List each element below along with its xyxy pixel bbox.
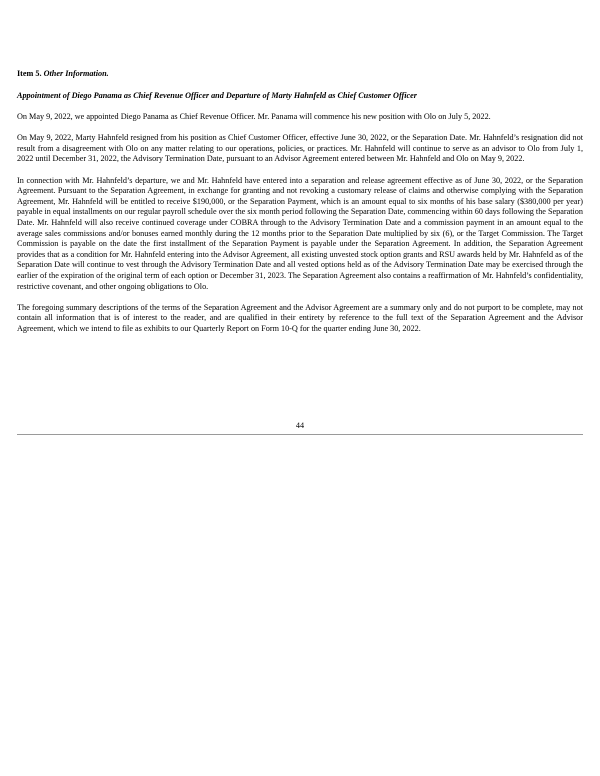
paragraph-resignation: On May 9, 2022, Marty Hahnfeld resigned from his position as Chief Customer Officer, effective June 30, 2022, or the Separation Date. Mr. Hahnfeld’s resignation did not result from a disagreement with Olo on any matter relating to our operations, policies, or practices. Mr. Hahnfeld will continue to serve as an advisor to Olo from July 1, 2022 until December 31, 2022, the Advisory Termination Date, pursuant to an Advisor Agreement entered between Mr. Hahnfeld and Olo on May 9, 2022. [17, 133, 583, 164]
page-divider [17, 434, 583, 435]
paragraph-separation-agreement: In connection with Mr. Hahnfeld’s departure, we and Mr. Hahnfeld have entered into a separation and release agreement effective as of June 30, 2022, or the Separation Agreement. Pursuant to the Separation Agreement, in exchange for granting and not revoking a customary release of claims and otherwise complying with the Separation Agreement, Mr. Hahnfeld will be entitled to receive $190,000, or the Separation Payment, which is an amount equal to six months of his base salary ($380,000 per year) payable in equal installments on our regular payroll schedule over the six month period following the Separation Date, commencing within 60 days following the Separation Date. Mr. Hahnfeld will also receive continued coverage under COBRA through to the Advisory Termination Date and a commission payment in an amount equal to the average sales commissions and/or bonuses earned monthly during the 12 months prior to the Separation Date multiplied by six (6), or the Target Commission. The Target Commission is payable on the date the first installment of the Separation Payment is payable under the Separation Agreement. In addition, the Separation Agreement provides that as a condition for Mr. Hahnfeld entering into the Advisor Agreement, all existing unvested stock option grants and RSU awards held by Mr. Hahnfeld as of the Separation Date will continue to vest through the Advisory Termination Date and all vested options held as of the Advisory Termination Date may be exercised through the earlier of the expiration of the original term of each option or December 31, 2023. The Separation Agreement also contains a reaffirmation of Mr. Hahnfeld’s confidentiality, restrictive covenant, and other ongoing obligations to Olo. [17, 175, 583, 291]
page-number: 44 [295, 421, 305, 430]
document-body [17, 68, 583, 345]
item-number: Item 5. [17, 69, 42, 78]
paragraph-summary-disclaimer: The foregoing summary descriptions of the terms of the Separation Agreement and the Advisor Agreement are a summary only and do not purport to be complete, may not contain all information that is of interest to the reader, and are qualified in their entirety by reference to the full text of the Separation Agreement and the Advisor Agreement, which we intend to file as exhibits to our Quarterly Report on Form 10-Q for the quarter ending June 30, 2022. [17, 302, 583, 333]
section-subheading: Appointment of Diego Panama as Chief Revenue Officer and Departure of Marty Hahnfeld as Chief Customer Officer [17, 91, 417, 100]
item-heading [17, 68, 583, 79]
item-title: Other Information. [43, 69, 109, 78]
paragraph-appointment: On May 9, 2022, we appointed Diego Panama as Chief Revenue Officer. Mr. Panama will commence his new position with Olo on July 5, 2022. [17, 112, 491, 121]
